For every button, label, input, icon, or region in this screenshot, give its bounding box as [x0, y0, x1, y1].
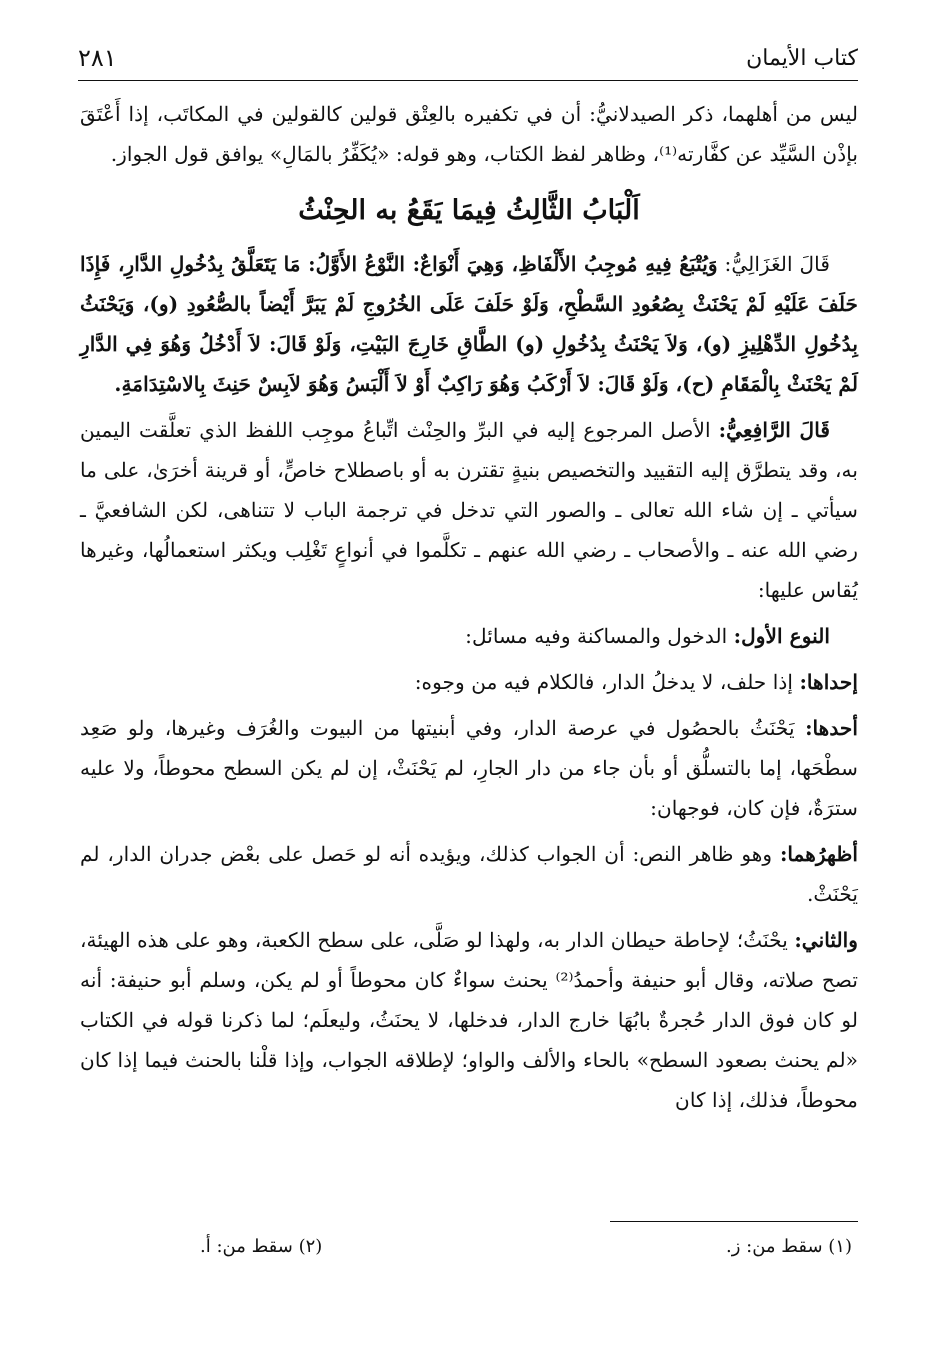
footnote-2: (٢) سقط من: أ.	[200, 1236, 323, 1257]
first-issue-text: إذا حلف، لا يدخلُ الدار، فالكلام فيه من وجوه:	[414, 670, 794, 694]
rafii-text: الأصل المرجوع إليه في البرِّ والحِنْث اتِّباعُ موجِب اللفظ الذي تعلَّقت اليمين به، وقد يتطرَّق إليه التقييد والتخصيص بنيةٍ تقترن به أو باصطلاح خاصٍّ، أو قرينة أخرَىٰ، على ما سيأتي ـ إن شاء الله تعالى ـ والصور التي تدخل في ترجمة الباب لا تتناهى، لكن الشافعيَّ ـ رضي الله عنه ـ والأصحاب ـ رضي الله عنهم ـ تكلَّموا في أنواعٍ تَغْلِب ويكثر استعمالُها، وغيرها يُقاس عليها:	[80, 418, 858, 602]
type1-label: النوع الأول:	[733, 624, 830, 648]
first-issue-paragraph	[80, 662, 858, 702]
footnote-1: (١) سقط من: ز.	[726, 1236, 852, 1257]
type1-paragraph	[80, 616, 858, 656]
ahaduha-paragraph	[80, 708, 858, 828]
footnotes	[80, 1236, 852, 1257]
type1-text: الدخول والمساكنة وفيه مسائل:	[465, 624, 728, 648]
thani-text: يحْنَثُ؛ لإحاطة حيطان الدار به، ولهذا لو صَلَّى، على سطح الكعبة، وهو على هذه الهيئة، تصح صلاته، وقال أبو حنيفة وأحمدُ⁽²⁾ يحنث سواءٌ كان محوطاً أو لم يكن، وسلم أبو حنيفة: أنه لو كان فوق الدار حُجرةٌ بابُهَا خارج الدار، فدخلها، لا يحنَثُ، وليعلَم؛ لما ذكرنا قوله في الكتاب «لم يحنث بصعود السطح» بالحاء والألف والواو؛ لإطلاقه الجواب، وإذا قلْنا بالحنث فيما إذا كان محوطاً، فذلك، إذا كان	[80, 928, 858, 1112]
ahaduha-label: أحدها:	[805, 716, 859, 740]
ghazali-text: وَيُتْبَعُ فِيهِ مُوجِبُ الأَلْفَاظِ، وَهِيَ أَنْوَاعٌ: النَّوْعُ الأَوَّلُ: مَا يَتَعَلَّقُ بِدُخُولِ الدَّارِ، فَإِذَا حَلَفَ عَلَيْهِ لَمْ يَحْنَثْ بِصُعُودِ السَّطْحِ، وَلَوْ حَلَفَ عَلَى الخُرُوجِ لَمْ يَبَرَّ أَيْضاً بالصُّعُودِ (و)، وَيَحْنَثُ بِدُخُولِ الدِّهْلِيزِ (و)، وَلاَ يَحْنَثُ بِدُخُولِ (و) الطَّاقِ خَارِجَ البَيْتِ، وَلَوْ قَالَ: لاَ أَدْخُلُ وَهُوَ فِي الدَّارِ لَمْ يَحْنَثْ بِالْمَقَامِ (ح)، وَلَوْ قَالَ: لاَ أَرْكَبُ وَهُوَ رَاكِبٌ أَوْ لاَ أَلْبَسُ وَهُوَ لاَبِسٌ حَنِثَ بِالاسْتِدَامَةِ.	[80, 252, 858, 396]
running-title: كتاب الأيمان	[746, 45, 858, 71]
chapter-title: اَلْبَابُ الثَّالِثُ فِيمَا يَقَعُ به الحِنْثُ	[298, 195, 640, 226]
azharuhuma-text: وهو ظاهر النص: أن الجواب كذلك، ويؤيده أنه لو حَصل على بعْض جدران الدار، لم يَحْنَثْ.	[80, 842, 858, 906]
ahaduha-text: يَحْنَثُ بالحصُول في عرصة الدار، وفي أبنيتها من البيوت والغُرَف وغيرها، ولو صَعِد سطْحَها، إما بالتسلُّق أو بأن جاء من دار الجارِ، لم يَحْنَثْ، إن لم يكن السطح محوطاً، ولا عليه سترَةٌ، فإن كان، فوجهان:	[80, 716, 858, 820]
azharuhuma-paragraph	[80, 834, 858, 914]
footnote-divider	[610, 1221, 858, 1222]
intro-paragraph: ليس من أهلهما، ذكر الصيدلانيُّ: أن في تكفيره بالعِتْق قولين كالقولين في المكاتَب، إذا أَعْتَقَ بإذْن السَّيِّد عن كفَّارته⁽¹⁾، وظاهر لفظ الكتاب، وهو قوله: «يُكَفِّرُ بالمَالِ» يوافق قول الجواز.	[80, 102, 858, 166]
rafii-paragraph	[80, 410, 858, 610]
first-issue-label: إحداها:	[799, 670, 858, 694]
page-number: ٢٨١	[78, 44, 117, 72]
ghazali-paragraph	[80, 244, 858, 404]
running-header	[78, 36, 858, 81]
rafii-label: قَالَ الرَّافِعِيُّ:	[718, 418, 831, 442]
ghazali-label: قَالَ الغَزَالِيُّ:	[724, 252, 830, 276]
main-text	[80, 94, 858, 1120]
thani-label: والثاني:	[794, 928, 858, 952]
thani-paragraph	[80, 920, 858, 1120]
azharuhuma-label: أظهرُهما:	[779, 842, 858, 866]
